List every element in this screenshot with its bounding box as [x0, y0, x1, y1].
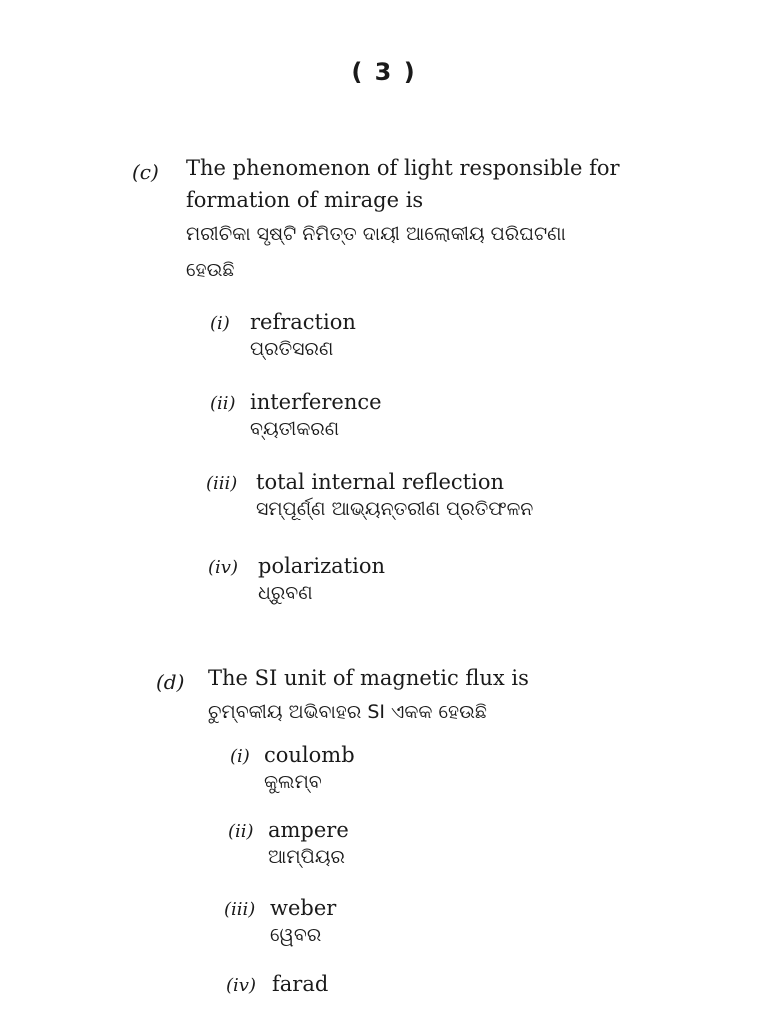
option-label: (iv) — [208, 557, 238, 578]
question-text-en-line-1: The SI unit of magnetic flux is — [208, 666, 529, 690]
option-text-en: farad — [272, 972, 329, 996]
option-text-or: ବ୍ୟତୀକରଣ — [250, 418, 340, 440]
option-text-en: refraction — [250, 310, 356, 334]
option-text-or: ଆମ୍ପିୟର — [268, 846, 345, 868]
question-text-or-line-1: ମରୀଚିକା ସୃଷ୍ଟି ନିମିତ୍ତ ଦାୟୀ ଆଲୋକୀୟ ପରିଘଟଣା — [186, 223, 566, 245]
option-label: (iii) — [206, 473, 238, 494]
option-text-or: ପ୍ରତିସରଣ — [250, 338, 334, 360]
question-text — [186, 152, 620, 288]
question-text-en-line-1: The phenomenon of light responsible for — [186, 156, 620, 180]
option-text-or: ସମ୍ପୂର୍ଣ୍ଣ ଆଭ୍ୟନ୍ତରୀଣ ପ୍ରତିଫଳନ — [256, 498, 534, 520]
option-c-iii — [206, 470, 533, 520]
page-number: ( 3 ) — [351, 58, 417, 86]
option-text-or: କୁଲମ୍ବ — [264, 771, 322, 793]
option-label: (i) — [230, 746, 250, 767]
option-text-or: ୱେବର — [270, 924, 322, 946]
option-label: (ii) — [210, 393, 236, 414]
option-label: (iv) — [226, 975, 256, 996]
option-text-en: interference — [250, 390, 382, 414]
question-label: (c) — [132, 160, 159, 184]
question-text-or-line-1: ଚୁମ୍ବକୀୟ ଅଭିବାହର SI ଏକକ ହେଉଛି — [208, 701, 487, 723]
option-c-i — [210, 310, 356, 360]
option-text-en: weber — [270, 896, 337, 920]
option-d-iv — [226, 972, 328, 996]
option-label: (ii) — [228, 821, 254, 842]
option-text-en: ampere — [268, 818, 349, 842]
question-text-or-line-2: ହେଉଛି — [186, 259, 235, 281]
question-text — [208, 662, 529, 730]
option-d-iii — [224, 896, 336, 946]
question-label: (d) — [156, 670, 185, 694]
option-c-ii — [210, 390, 382, 440]
option-c-iv — [208, 554, 385, 604]
option-text-or: ଧ୍ରୁବଣ — [258, 582, 313, 604]
option-d-i — [230, 743, 355, 793]
option-text-en: polarization — [258, 554, 385, 578]
option-label: (i) — [210, 313, 230, 334]
option-label: (iii) — [224, 899, 256, 920]
option-text-en: total internal reflection — [256, 470, 505, 494]
question-text-en-line-2: formation of mirage is — [186, 188, 424, 212]
option-d-ii — [228, 818, 349, 868]
option-text-en: coulomb — [264, 743, 355, 767]
